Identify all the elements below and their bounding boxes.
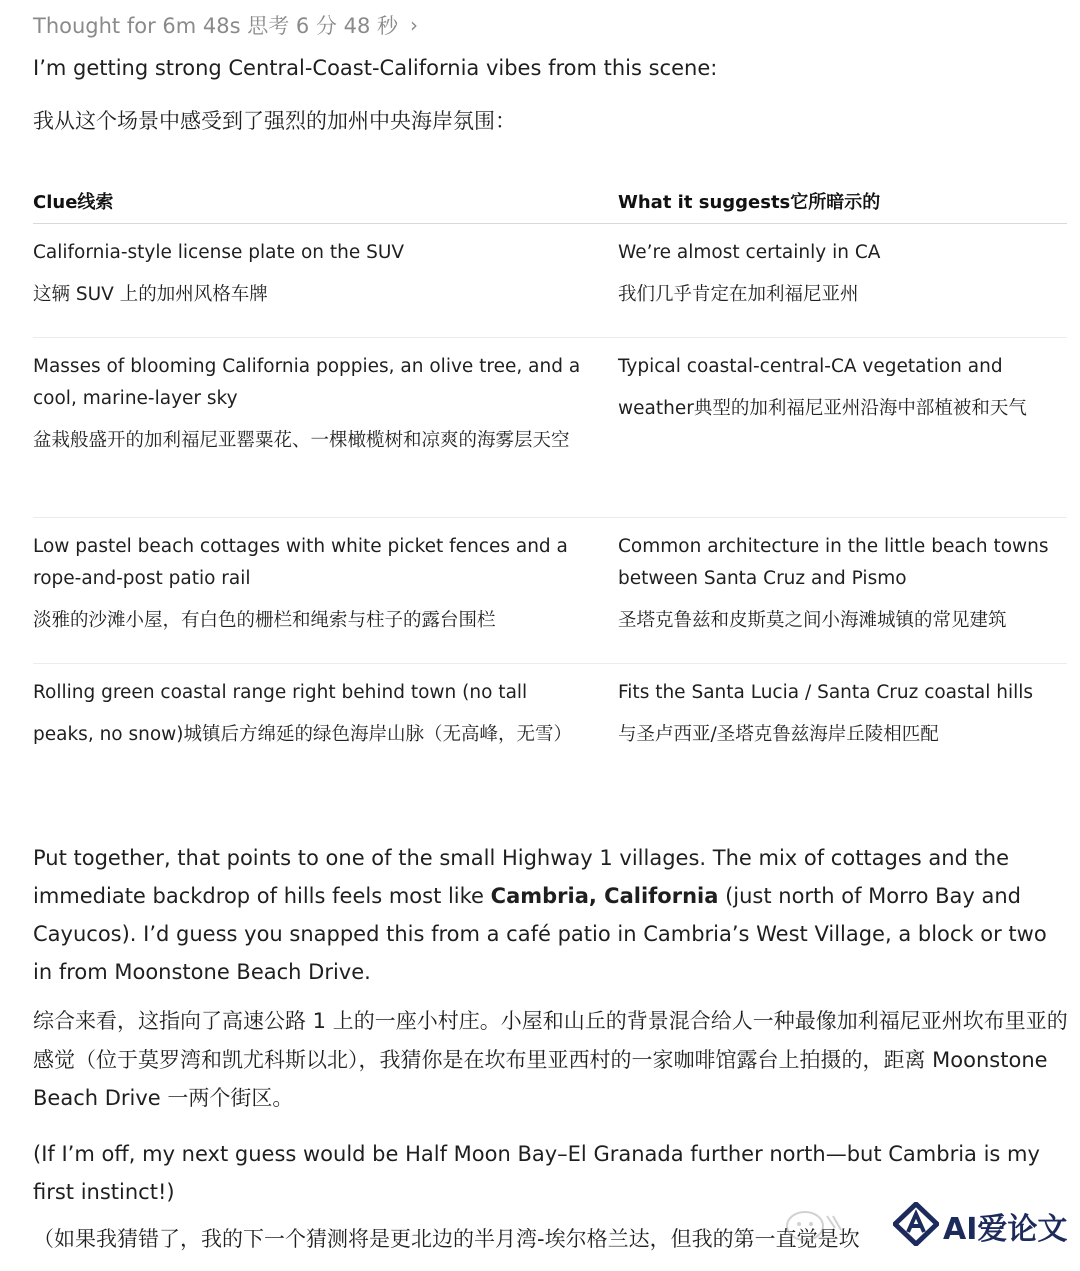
intro-chinese: 我从这个场景中感受到了强烈的加州中央海岸氛围： xyxy=(33,109,516,133)
clue-cell xyxy=(33,677,618,784)
suggests-zh: 圣塔克鲁兹和皮斯莫之间小海滩城镇的常见建筑 xyxy=(618,610,1007,631)
clue-zh: 这辆 SUV 上的加州风格车牌 xyxy=(33,284,268,305)
conclusion-bold-location: Cambria, California xyxy=(490,884,719,908)
conclusion-chinese: 综合来看，这指向了高速公路 1 上的一座小村庄。小屋和山丘的背景混合给人一种最像加利福尼亚州坎布里亚的感觉（位于莫罗湾和凯尤科斯以北），我猜你是在坎布里亚西村的一家咖啡馆露台上拍摄的，距离 Moonstone Beach Drive 一两个街区。 xyxy=(33,1009,1068,1110)
chevron-right-icon: › xyxy=(410,13,419,37)
header-clue: Clue线索 xyxy=(33,192,114,213)
suggests-cell xyxy=(618,237,1067,337)
clue-en: Masses of blooming California poppies, an olive tree, and a cool, marine-layer sky xyxy=(33,356,581,409)
suggests-en: Typical coastal-central-CA vegetation and xyxy=(618,356,1003,377)
suggests-zh: weather典型的加利福尼亚州沿海中部植被和天气 xyxy=(618,398,1027,419)
suggests-en: We’re almost certainly in CA xyxy=(618,242,881,263)
clue-en: Rolling green coastal range right behind town (no tall xyxy=(33,682,528,703)
suggests-zh: 我们几乎肯定在加利福尼亚州 xyxy=(618,284,859,305)
alternative-guess-chinese: （如果我猜错了，我的下一个猜测将是更北边的半月湾-埃尔格兰达，但我的第一直觉是坎 xyxy=(33,1227,860,1251)
clue-cell xyxy=(33,237,618,337)
thought-toggle[interactable] xyxy=(33,10,418,40)
clue-zh: 淡雅的沙滩小屋，有白色的栅栏和绳索与柱子的露台围栏 xyxy=(33,610,496,631)
table-row xyxy=(33,664,1067,784)
clue-table xyxy=(33,180,1067,784)
clue-en: California-style license plate on the SUV xyxy=(33,242,405,263)
table-row xyxy=(33,338,1067,518)
suggests-cell xyxy=(618,351,1067,517)
header-suggests: What it suggests它所暗示的 xyxy=(618,192,881,213)
alternative-guess-english: (If I’m off, my next guess would be Half Moon Bay–El Granada further north—but Cambria is my first instinct!) xyxy=(33,1142,1040,1204)
table-row xyxy=(33,518,1067,664)
table-header xyxy=(33,180,1067,224)
table-row xyxy=(33,224,1067,338)
suggests-cell xyxy=(618,677,1067,784)
clue-en: Low pastel beach cottages with white picket fences and a rope-and-post patio rail xyxy=(33,536,568,589)
conclusion-text-after: (just north of Morro Bay and Cayucos). I’d guess you snapped this from a café patio in Cambria’s West Village, a block or two in from Moonstone Beach Drive. xyxy=(33,884,1047,984)
suggests-en: Fits the Santa Lucia / Santa Cruz coastal hills xyxy=(618,682,1034,703)
intro-english: I’m getting strong Central-Coast-California vibes from this scene: xyxy=(33,56,718,80)
clue-cell xyxy=(33,351,618,517)
conclusion-text-before: Put together, that points to one of the small Highway 1 villages. The mix of cottages and the immediate backdrop of hills feels most like xyxy=(33,846,1010,908)
suggests-zh: 与圣卢西亚/圣塔克鲁兹海岸丘陵相匹配 xyxy=(618,724,939,745)
watermark-text: AI爱论文 xyxy=(943,1212,1068,1247)
thought-label: Thought for 6m 48s 思考 6 分 48 秒 xyxy=(33,14,399,38)
clue-zh: peaks, no snow)城镇后方绵延的绿色海岸山脉（无高峰，无雪） xyxy=(33,724,573,745)
clue-zh: 盆栽般盛开的加利福尼亚罂粟花、一棵橄榄树和凉爽的海雾层天空 xyxy=(33,430,570,451)
suggests-en: Common architecture in the little beach towns between Santa Cruz and Pismo xyxy=(618,536,1049,589)
clue-cell xyxy=(33,531,618,663)
conclusion-english xyxy=(33,839,1069,991)
suggests-cell xyxy=(618,531,1067,663)
